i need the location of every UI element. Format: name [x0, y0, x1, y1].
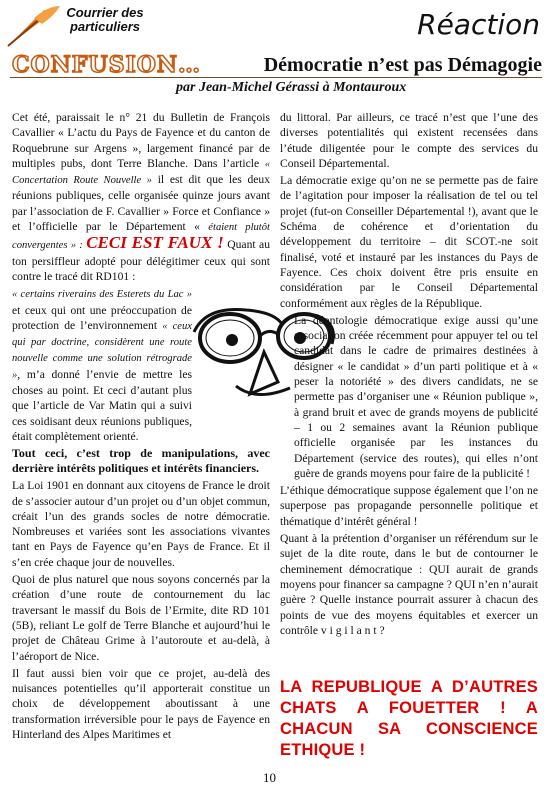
text: et ceux qui ont une préoccupation de protection de l’environnement	[12, 303, 192, 332]
article-kicker: CONFUSION…	[12, 52, 202, 78]
title-band	[10, 52, 542, 78]
article-title: Démocratie n’est pas Démagogie	[263, 54, 542, 76]
logo	[4, 4, 144, 48]
quote: étaient plutôt convergentes » :	[12, 222, 270, 252]
right-paragraph-4: L’éthique démocratique suppose également que l’on ne superpose pas propagande personnelle politique et thématique d’intérêt général !	[280, 484, 538, 528]
right-paragraph-5: Quant à la prétention d’organiser un référendum sur le sujet de la dite route, dans le but de contourner le cheminement démocratique : QUI aurait de grands moyens pour financer sa campagne ? QUI n’en n’aurait guère ? Quelle instance pourrait assurer à chacun des points de vue des moyens équitables et exercer un contrôle v i g i l a n t ?	[280, 532, 538, 637]
left-column	[12, 110, 270, 744]
left-paragraph-2	[12, 286, 192, 444]
warning-text: CECI EST FAUX !	[86, 233, 224, 253]
quote: « ceux qui par doctrine, considèrent une route nouvelle comme une solution rétrograde »	[12, 320, 192, 381]
left-paragraph-1	[12, 110, 270, 284]
page-header	[0, 0, 550, 50]
left-heading: Tout ceci, c’est trop de manipulations, avec derrière intérêts politiques et intérêts financiers.	[12, 446, 270, 476]
text: Quant au ton persiffleur adopté pour délégitimer ceux qui sont contre le tracé dit RD101 :	[12, 238, 270, 283]
right-paragraph-1: du littoral. Par ailleurs, ce tracé n’est que l’une des diverses potentialités qui existent recensées dans l’étude diligentée pour le compte des services du Conseil Départemental.	[280, 111, 538, 170]
right-paragraph-3: La déontologie démocratique exige aussi qu’une association créée récemment pour appuyer tel ou tel candidat dans le cadre de primaires destinées à désigner « le candidat » d’un parti politique et à « peser la notoriété » des divers candidats, ne se permette pas d’organiser une « Réunion publique », à grand bruit et avec de grands moyens de publicité – 1 ou 2 semaines avant la Réunion publique officielle organisée par les instances du Département (service des routes), qui elles n’ont guère de grands moyens pour faire de la publicité !	[294, 313, 538, 480]
quote: « Concertation Route Nouvelle »	[12, 158, 270, 187]
left-paragraph-4: Quoi de plus naturel que nous soyons concernés par la création d’une route de contournement du lac traversant le massif du Bois de l’Ermite, dite RD 101 (5B), reliant Le golf de Terre Blanche et aujourd’hui le projet de Château Grime à l’autoroute et au-delà, à l’aéroport de Nice.	[12, 573, 270, 663]
right-column	[280, 110, 538, 640]
quote: « certains riverains des Esterets du Lac »	[12, 289, 192, 301]
article-byline: par Jean-Michel Gérassi à Montauroux	[176, 80, 407, 95]
page-number: 10	[263, 770, 276, 785]
section-title-right: Réaction	[417, 8, 540, 41]
section-label: Courrier des particuliers	[66, 5, 144, 34]
left-paragraph-5: Il faut aussi bien voir que ce projet, au-delà des nuisances potentielles qu’il apporterait constitue un choix de développement aboutissant à une transformation irréversible pour le pays de Fayence en Hinterland des Alpes Maritimes et	[12, 666, 270, 741]
closing-slogan: LA REPUBLIQUE A D’AUTRES CHATS A FOUETTER ! A CHACUN SA CONSCIENCE ETHIQUE !	[280, 678, 538, 759]
quill-pen-icon	[4, 4, 64, 48]
text: , m’a donné l’envie de mettre les choses au point. Et ceci d’autant plus que l’article de Var Matin qui a suivi ces soidisant deux réunions publiques, était complètement orienté.	[12, 367, 192, 443]
text: il est dit que les deux réunions publiques, celle organisée quinze jours avant par l’association de F. Cavallier » Force et Confiance » et l’officielle par le Département «	[12, 173, 271, 234]
left-paragraph-3: La Loi 1901 en donnant aux citoyens de France le droit de s’associer autour d’un projet ou d’un objet commun, créait l’un des grands socles de notre démocratie. Nombreuses et variées sont les associations vivantes tant en Pays de Fayence qu’en Pays de France. Et il s’en crée chaque jour de nouvelles.	[12, 479, 270, 569]
right-paragraph-2: La démocratie exige qu’on ne se permette pas de faire de l’agitation pour imposer la réalisation de tel ou tel projet (fut-on Conseiller Départemental !), avant que le Schéma de cohérence et d’orientation du développement du territoire – dit SCOT.-ne soit finalisé, voté et instauré par les instances du Pays de Fayence. Ces choix doivent être pris ensuite en considération par le Conseil Départemental conformément aux règles de la République.	[280, 174, 538, 310]
text: Cet été, paraissait le n° 21 du Bulletin de François Cavallier « L’actu du Pays de Fayence et du canton de Roquebrune sur Argens », largement financé par de multiples pubs, dont Terre Blanche. Dans l’article	[12, 111, 270, 170]
